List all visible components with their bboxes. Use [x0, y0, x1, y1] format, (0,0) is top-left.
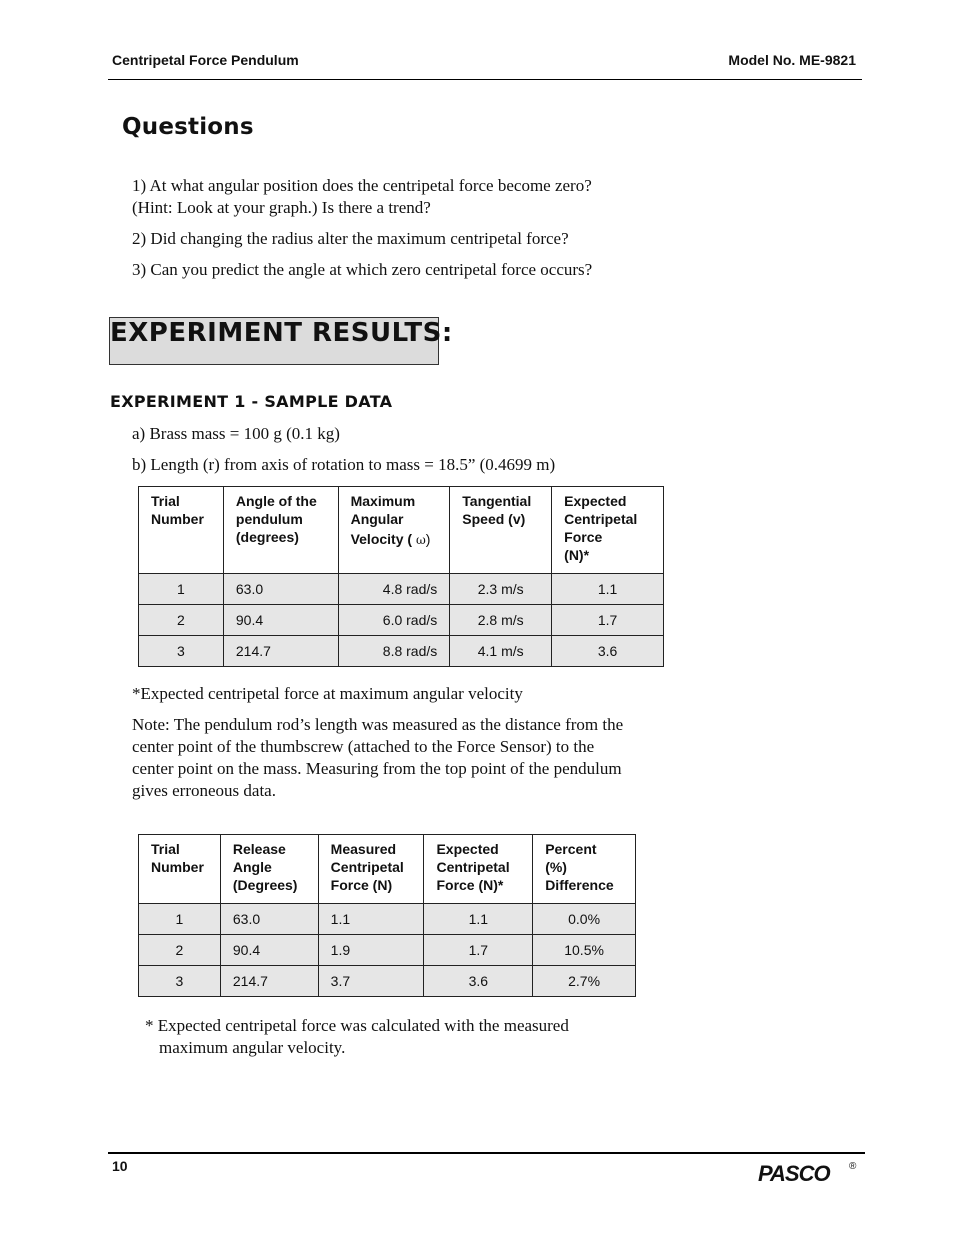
footnote-expected-force: *Expected centripetal force at maximum angular velocity: [132, 684, 523, 703]
cell-expected-force: 1.1: [552, 574, 664, 605]
header-max-angular-velocity: Maximum Angular Velocity ( ω): [338, 487, 450, 574]
page-number: 10: [112, 1158, 128, 1174]
cell-trial: 1: [139, 574, 224, 605]
pasco-logo-text: PASCO: [758, 1161, 830, 1186]
header-release-angle: Release Angle (Degrees): [220, 835, 318, 904]
cell-expected-force: 1.7: [424, 935, 533, 966]
questions-heading: Questions: [122, 114, 254, 140]
question-2: 2) Did changing the radius alter the maximum centripetal force?: [132, 229, 569, 248]
footnote-line: * Expected centripetal force was calculated with the measured: [145, 1016, 569, 1035]
experiment-1-heading: EXPERIMENT 1 - SAMPLE DATA: [110, 392, 393, 411]
header-rule: [108, 79, 862, 80]
table-row: [139, 966, 636, 997]
cell-trial: 3: [139, 966, 221, 997]
footnote-calculation: [145, 1015, 569, 1059]
header-title: Centripetal Force Pendulum: [112, 52, 299, 68]
cell-percent-difference: 10.5%: [533, 935, 636, 966]
brass-mass-text: a) Brass mass = 100 g (0.1 kg): [132, 424, 340, 443]
cell-percent-difference: 0.0%: [533, 904, 636, 935]
cell-expected-force: 3.6: [552, 636, 664, 667]
cell-angle: 90.4: [223, 605, 338, 636]
header-tangential-speed: Tangential Speed (v): [450, 487, 552, 574]
cell-percent-difference: 2.7%: [533, 966, 636, 997]
cell-speed: 4.1 m/s: [450, 636, 552, 667]
cell-angle: 214.7: [223, 636, 338, 667]
cell-velocity: 4.8 rad/s: [338, 574, 450, 605]
footnote-line: maximum angular velocity.: [159, 1038, 346, 1057]
header-measured-force: Measured Centripetal Force (N): [318, 835, 424, 904]
note-line: center point on the mass. Measuring from the top point of the pendulum: [132, 759, 622, 778]
footer-rule: [108, 1152, 865, 1154]
note-line: gives erroneous data.: [132, 781, 276, 800]
table-header-row: [139, 487, 664, 574]
sample-data-table: [138, 486, 664, 667]
cell-trial: 2: [139, 605, 224, 636]
header-trial-number: Trial Number: [139, 487, 224, 574]
cell-trial: 3: [139, 636, 224, 667]
note-line: Note: The pendulum rod’s length was measured as the distance from the: [132, 715, 624, 734]
table-row: [139, 636, 664, 667]
cell-measured-force: 1.9: [318, 935, 424, 966]
registered-mark: ®: [849, 1161, 857, 1172]
experiment-results-banner: [109, 317, 453, 365]
cell-speed: 2.8 m/s: [450, 605, 552, 636]
cell-release-angle: 90.4: [220, 935, 318, 966]
question-3: 3) Can you predict the angle at which zero centripetal force occurs?: [132, 260, 593, 279]
question-1: [132, 175, 592, 219]
cell-velocity: 8.8 rad/s: [338, 636, 450, 667]
running-header: [112, 52, 856, 72]
cell-release-angle: 214.7: [220, 966, 318, 997]
header-percent-difference: Percent (%) Difference: [533, 835, 636, 904]
measurement-note: [132, 714, 623, 802]
cell-trial: 2: [139, 935, 221, 966]
table-row: [139, 605, 664, 636]
omega-symbol: ω: [415, 533, 426, 547]
header-model-number: Model No. ME-9821: [728, 52, 856, 68]
cell-measured-force: 1.1: [318, 904, 424, 935]
table-header-row: [139, 835, 636, 904]
cell-expected-force: 1.7: [552, 605, 664, 636]
length-text: b) Length (r) from axis of rotation to mass = 18.5” (0.4699 m): [132, 455, 556, 474]
table-row: [139, 904, 636, 935]
header-trial-number: Trial Number: [139, 835, 221, 904]
experiment-results-heading: EXPERIMENT RESULTS:: [110, 318, 453, 348]
note-line: center point of the thumbscrew (attached to the Force Sensor) to the: [132, 737, 595, 756]
cell-velocity: 6.0 rad/s: [338, 605, 450, 636]
cell-speed: 2.3 m/s: [450, 574, 552, 605]
results-comparison-table: [138, 834, 636, 997]
table-row: [139, 574, 664, 605]
header-angle: Angle of the pendulum (degrees): [223, 487, 338, 574]
header-expected-force: Expected Centripetal Force (N)*: [552, 487, 664, 574]
cell-expected-force: 1.1: [424, 904, 533, 935]
table-row: [139, 935, 636, 966]
cell-expected-force: 3.6: [424, 966, 533, 997]
cell-measured-force: 3.7: [318, 966, 424, 997]
cell-release-angle: 63.0: [220, 904, 318, 935]
cell-trial: 1: [139, 904, 221, 935]
question-1-line-2: (Hint: Look at your graph.) Is there a trend?: [132, 198, 431, 217]
question-1-line-1: 1) At what angular position does the centripetal force become zero?: [132, 176, 592, 195]
header-expected-force: Expected Centripetal Force (N)*: [424, 835, 533, 904]
pasco-logo: [758, 1161, 857, 1187]
cell-angle: 63.0: [223, 574, 338, 605]
